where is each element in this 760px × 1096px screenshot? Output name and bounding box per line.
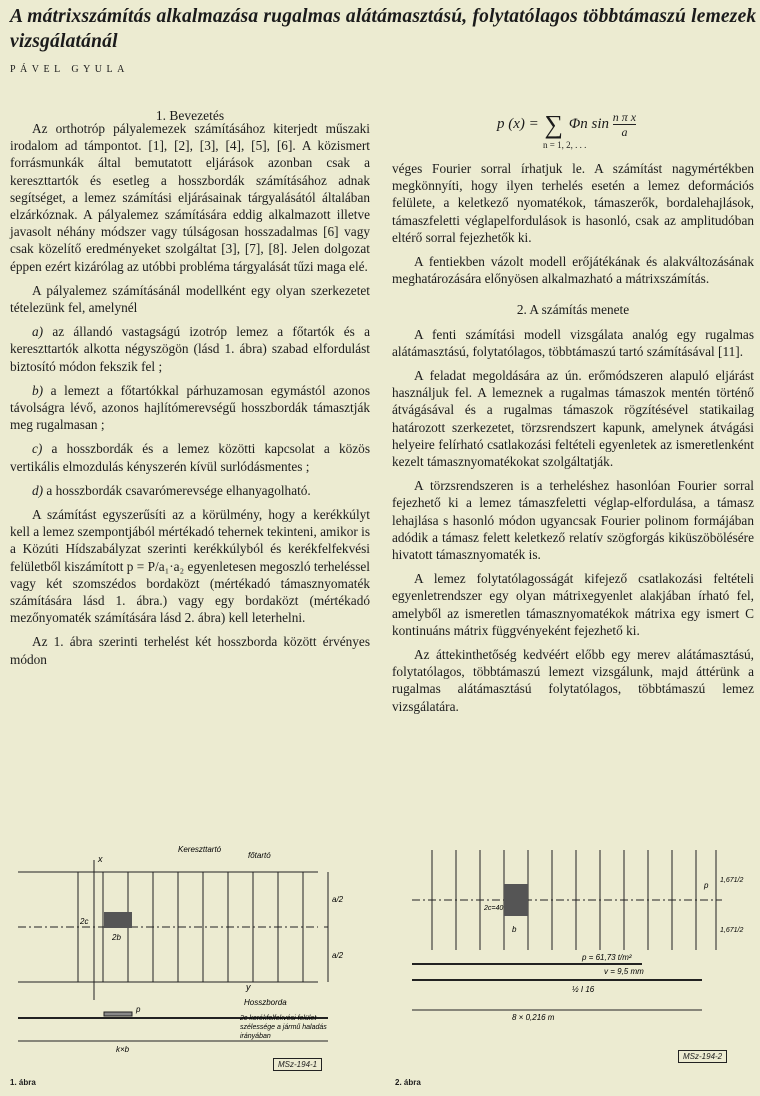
fig1-kereszttarto: Kereszttartó (178, 845, 222, 854)
list-text: a lemezt a főtartókkal párhuzamosan egymástól azonos távolságra lévő, azonos hajlítómerevségű hosszbordák támasztják meg rugalmasan ; (10, 382, 370, 433)
paragraph: Az 1. ábra szerinti terhelést két hosszborda között érvényes módon (10, 634, 370, 667)
formula-lhs: p (x) = (497, 116, 539, 132)
fig2-v: v = 9,5 mm (604, 967, 644, 976)
fig1-note-2: szélessége a jármű haladás (240, 1024, 327, 1031)
figure-1-caption: 1. ábra (10, 1078, 36, 1087)
list-text: a hosszbordák és a lemez közötti kapcsolat a közös vertikális elmozdulás kényszerén kívül surlódásmentes ; (10, 441, 370, 474)
formula-fraction (613, 110, 636, 139)
paragraph: A törzsrendszeren is a terheléshez hasonlóan Fourier sorral fejezhető ki a lemez támaszfeletti véglap-elfordulása, a támasz lehajlása s hasonló módon ugyancsak Fourier polinom formájában adódik a támasz felett keletkező relatív szögforgás kiküszöbölésére hivatott támasznyomaték is. (392, 478, 754, 563)
list-marker: b) (32, 382, 44, 398)
list-marker: c) (32, 441, 43, 457)
fig2-span: 8 × 0,216 m (512, 1013, 555, 1022)
fig1-a2-top: a/2 (332, 895, 344, 904)
fig2-1671-top: 1,671/2 (720, 877, 744, 884)
figure-2-caption: 2. ábra (395, 1078, 421, 1087)
fig2-p: p (704, 881, 709, 890)
wheel-load-area (504, 884, 528, 916)
list-item-a (10, 323, 370, 375)
fig1-note-3: irányában (240, 1033, 271, 1040)
fig1-a2-bottom: a/2 (332, 951, 344, 960)
figure-2-code: MSz-194-2 (678, 1050, 727, 1063)
paragraph: A feladat megoldására az ún. erőmódszeren alapuló eljárást használjuk fel. A lemeznek a rugalmas támaszok mentén történő átvágásával és a rugalmas támaszok rögzítésével statikailag határozott szerkezetet, törzsrendszert kapunk, amelynek átvágási helyeire felírható csatlakozási feltételi egyenletek az ismeretlenként kezelt támasznyomatékokat szolgáltatják. (392, 368, 754, 470)
figure-1-diagram (8, 840, 378, 1080)
fig2-load: p = 61,73 t/m² (582, 953, 632, 962)
figure-1-code: MSz-194-1 (273, 1058, 322, 1071)
fraction-denominator: a (621, 125, 628, 140)
author: PÁVEL GYULA (10, 64, 129, 75)
fig1-fotarto: főtartó (248, 851, 271, 860)
list-item-d (10, 482, 370, 499)
list-item-b (10, 382, 370, 434)
fig1-2c: 2c (80, 917, 89, 926)
paragraph: A fentiekben vázolt modell erőjátékának és alakváltozásának meghatározására előnyösen alkalmazható a mátrixszámítás. (392, 254, 754, 287)
paragraph: A lemez folytatólagosságát kifejező csatlakozási feltételi egyenletrendszer egy olyan mátrixegyenlet alakjában írható fel, amelyből az ismeretlen támasznyomatékok mátrixa egy ismert C kontinuáns mátrix függvényeként fejezhető ki. (392, 571, 754, 638)
figure-2-diagram (392, 840, 758, 1072)
paragraph: A számítást egyszerűsíti az a körülmény, hogy a kerékkúlyt kell a lemez szempontjából mértékadó tehernek tekinteni, amikor is a Közúti Hídszabályzat szerinti kerékkúlyból és kerékfelfekvési felületből kiszámított p = P/a₁·a₂ egyenletesen megoszló terheléssel vagy két szomszédos bordaközt (mértékadó támasznyomaték számítására lásd 1. ábra.) vagy egy bordaközt (mértékadó mezőnyomaték számítására lásd 2. ábra) kell leterhelni. (10, 507, 370, 626)
left-column (10, 120, 370, 675)
fig1-hosszborda: Hosszborda (244, 998, 287, 1007)
wheel-load-area (104, 912, 132, 928)
paragraph: véges Fourier sorral írhatjuk le. A számítást nagymértékben megkönnyíti, hogy ilyen terhelés esetén a lemez deformációs felülete, a keletkező nyomatékok, támaszerők, bordalehajlások, támaszfeletti véglapelfordulások is hasonló, csak az amplitudóban eltérő sorral fejezhetők ki. (392, 161, 754, 245)
paragraph: Az áttekinthetőség kedvéért előbb egy merev alátámasztású, folytatólagos, többtámaszú lemezt vizsgálunk, majd áttérünk a rugalmas alátámasztású folytatólagos, többtámaszú lemez vizsgálatára. (392, 647, 754, 714)
fig2-b: b (512, 925, 517, 934)
paragraph: Az orthotróp pályalemezek számításához kiterjedt műszaki irodalom ad támpontot. [1], [2], [3], [4], [5], [6]. A közismert forrásmunkák által bemutatott eljárások azonban csak a kereszttartók és esetleg a hosszbordák számításához adnak segítséget, a lemez számítási eljárásainak tárgyalásától általában elzárkóznak. A pályalemez számítására eddig alkalmazott illetve javasolt néhány módszer vagy túlságosan hosszadalmas [6] vagy csak közelítő eredményeket szolgáltat [3], [7], [8]. Jelen dolgozat éppen ezért kizárólag az utóbbi probléma tárgyalását tűzi maga elé. (10, 121, 370, 274)
fig1-x-label: x (98, 854, 103, 864)
fig1-y-label: y (246, 982, 251, 992)
fig2-i16: ½ I 16 (572, 985, 595, 994)
fig2-1671-bottom: 1,671/2 (720, 927, 744, 934)
paragraph: A pályalemez számításánál modellként egy olyan szerkezetet tételezünk fel, amelynél (10, 282, 370, 316)
fig1-kb: k×b (116, 1045, 130, 1054)
list-marker: d) (32, 482, 44, 498)
fig1-2b: 2b (112, 933, 121, 942)
sum-index: n = 1, 2, . . . (543, 140, 587, 150)
fig1-p: p (136, 1005, 141, 1014)
load-strip (104, 1012, 132, 1016)
fourier-formula (497, 110, 637, 150)
formula-term: Φn sin (568, 116, 610, 132)
section-2-heading: 2. A számítás menete (516, 302, 630, 318)
right-column (392, 160, 754, 722)
article-title: A mátrixszámítás alkalmazása rugalmas alátámasztású, folytatólagos többtámaszú lemezek vizsgálatánál (10, 6, 757, 52)
paragraph: A fenti számítási modell vizsgálata analóg egy rugalmas alátámasztású, folytatólagos, többtámaszú tartó számításával [11]. (392, 326, 754, 359)
fig2-2c: 2c=40 (484, 905, 504, 912)
list-marker: a) (32, 324, 44, 340)
list-text: a hosszbordák csavarómerevsége elhanyagolható. (46, 482, 311, 498)
list-text: az állandó vastagságú izotróp lemez a főtartók és a kereszttartók alkotta négyszögön (lásd 1. ábra) szabad elfordulást biztosító módon fekszik fel ; (10, 324, 370, 374)
section-1-heading: 1. Bevezetés (155, 108, 225, 123)
sum-symbol: ∑ (544, 110, 564, 139)
fraction-numerator: n π x (612, 110, 637, 125)
list-item-c (10, 440, 370, 474)
fig1-note-1: 2c kerékfelfekvési felület (240, 1015, 317, 1022)
